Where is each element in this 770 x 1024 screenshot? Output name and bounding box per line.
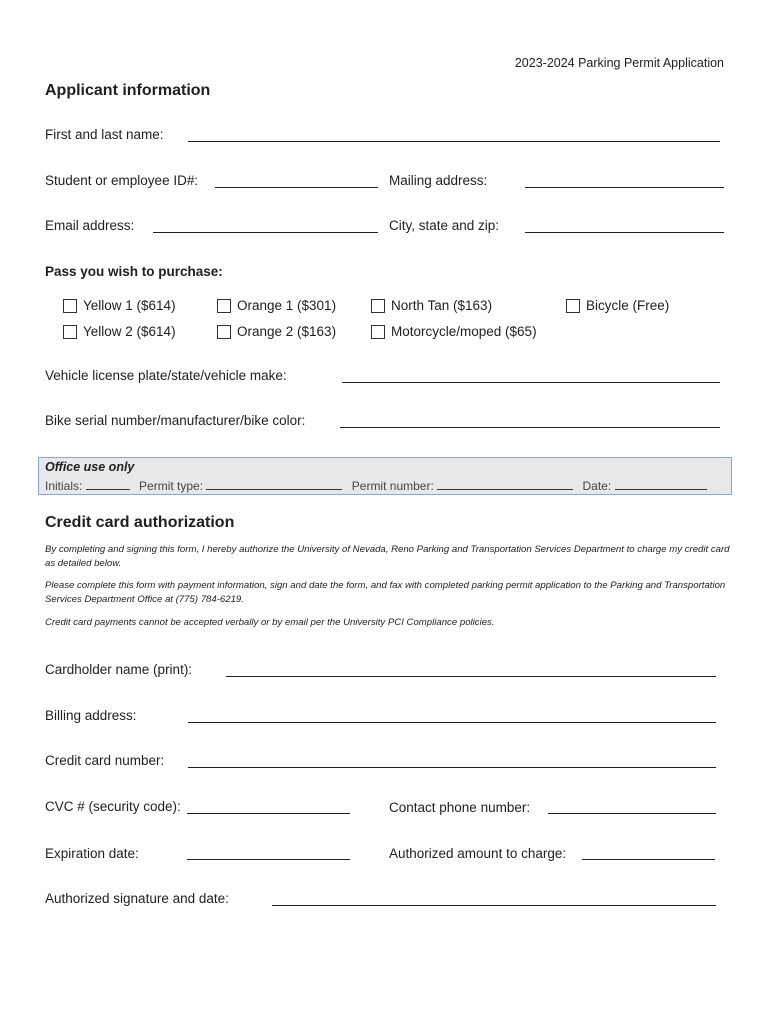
phone-label: Contact phone number:: [389, 800, 531, 815]
instructions-note: Please complete this form with payment information, sign and date the form, and fax with completed parking permit application to the Parking and Transportation Services Department Office at (775) 784-6219.: [45, 580, 726, 605]
checkbox[interactable]: [63, 299, 77, 313]
name-label: First and last name:: [45, 127, 164, 142]
pass-option-motorcycle[interactable]: [371, 324, 537, 339]
amount-field[interactable]: [582, 859, 715, 860]
name-field[interactable]: [188, 141, 720, 142]
office-use-fields: [45, 479, 707, 493]
checkbox[interactable]: [371, 299, 385, 313]
pass-option-label: Motorcycle/moped ($65): [391, 324, 537, 339]
amount-label: Authorized amount to charge:: [389, 846, 567, 861]
checkbox[interactable]: [566, 299, 580, 313]
expiration-label: Expiration date:: [45, 846, 139, 861]
card-number-field[interactable]: [188, 767, 716, 768]
card-number-label: Credit card number:: [45, 753, 165, 768]
id-field[interactable]: [215, 187, 378, 188]
vehicle-label: Vehicle license plate/state/vehicle make:: [45, 368, 287, 383]
office-use-box: [38, 457, 732, 495]
office-use-title: Office use only: [45, 460, 135, 474]
phone-field[interactable]: [548, 813, 716, 814]
email-label: Email address:: [45, 218, 135, 233]
checkbox[interactable]: [63, 325, 77, 339]
signature-label: Authorized signature and date:: [45, 891, 229, 906]
id-label: Student or employee ID#:: [45, 173, 199, 188]
city-state-zip-label: City, state and zip:: [389, 218, 500, 233]
authorization-note: By completing and signing this form, I hereby authorize the University of Nevada, Reno Parking and Transportation Services Department to charge my credit card as detailed below.: [45, 544, 730, 569]
initials-field[interactable]: [86, 479, 130, 490]
mailing-address-field[interactable]: [525, 187, 724, 188]
pass-option-yellow-2[interactable]: [63, 324, 176, 339]
pass-label: Pass you wish to purchase:: [45, 264, 223, 279]
cardholder-field[interactable]: [226, 676, 716, 677]
pass-option-orange-2[interactable]: [217, 324, 336, 339]
pass-option-yellow-1[interactable]: [63, 298, 176, 313]
checkbox[interactable]: [217, 299, 231, 313]
permit-number-field[interactable]: [437, 479, 573, 490]
checkbox[interactable]: [371, 325, 385, 339]
pass-option-north-tan[interactable]: [371, 298, 492, 313]
cvc-label: CVC # (security code):: [45, 799, 181, 814]
pass-option-label: Yellow 1 ($614): [83, 298, 176, 313]
document-header-title: 2023-2024 Parking Permit Application: [514, 56, 724, 70]
applicant-section-title: Applicant information: [45, 82, 211, 99]
permit-number-label: Permit number:: [351, 479, 434, 493]
email-field[interactable]: [153, 232, 378, 233]
pci-policy-note: Credit card payments cannot be accepted verbally or by email per the University PCI Compliance policies.: [45, 617, 495, 628]
pass-option-label: Orange 1 ($301): [237, 298, 337, 313]
mailing-address-label: Mailing address:: [389, 173, 488, 188]
checkbox[interactable]: [217, 325, 231, 339]
initials-label: Initials:: [45, 479, 83, 493]
billing-address-field[interactable]: [188, 722, 716, 723]
signature-field[interactable]: [272, 905, 716, 906]
pass-option-label: Bicycle (Free): [586, 298, 670, 313]
city-state-zip-field[interactable]: [525, 232, 724, 233]
cvc-field[interactable]: [187, 813, 350, 814]
permit-type-label: Permit type:: [139, 479, 204, 493]
permit-type-field[interactable]: [206, 479, 342, 490]
pass-option-label: Orange 2 ($163): [237, 324, 337, 339]
pass-option-label: Yellow 2 ($614): [83, 324, 176, 339]
pass-option-label: North Tan ($163): [391, 298, 493, 313]
cardholder-label: Cardholder name (print):: [45, 662, 193, 677]
date-field[interactable]: [615, 479, 707, 490]
pass-option-orange-1[interactable]: [217, 298, 336, 313]
bike-label: Bike serial number/manufacturer/bike color:: [45, 413, 306, 428]
credit-section-title: Credit card authorization: [45, 514, 235, 531]
bike-field[interactable]: [340, 427, 720, 428]
billing-address-label: Billing address:: [45, 708, 137, 723]
expiration-field[interactable]: [187, 859, 350, 860]
pass-option-bicycle[interactable]: [566, 298, 669, 313]
vehicle-field[interactable]: [342, 382, 720, 383]
date-label: Date:: [582, 479, 612, 493]
